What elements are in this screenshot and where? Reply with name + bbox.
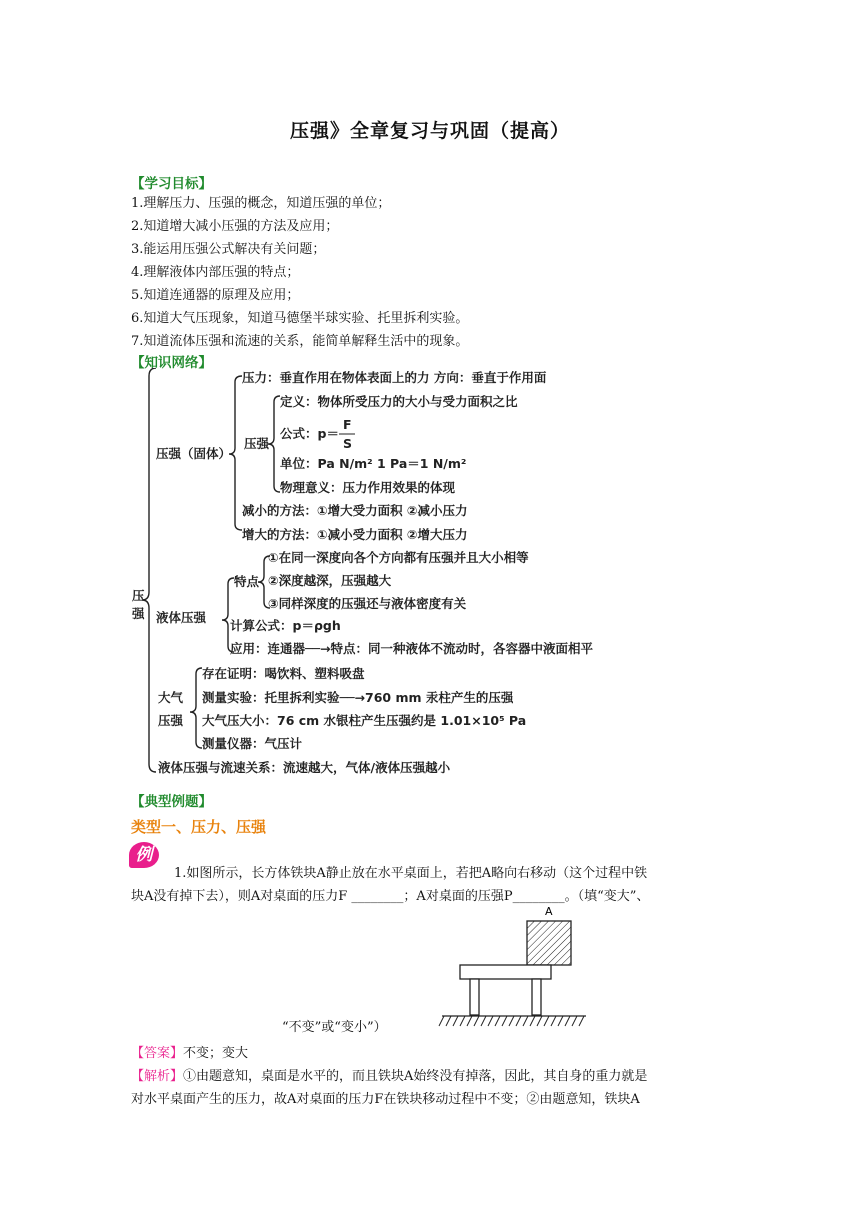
iron-block-figure xyxy=(436,906,596,1030)
type-heading: 类型一、压力、压强 xyxy=(131,818,267,836)
network-root-char2: 强 xyxy=(132,606,145,621)
knowledge-network-diagram xyxy=(130,368,660,780)
network-instrument: 测量仪器：气压计 xyxy=(202,736,303,751)
ground-hatch-mark xyxy=(551,1016,556,1026)
analysis-line-1 xyxy=(131,1065,647,1084)
network-root-char1: 压 xyxy=(132,588,145,603)
ground-hatch-mark xyxy=(516,1016,521,1026)
answer-text: 不变；变大 xyxy=(183,1046,249,1061)
network-decrease: 减小的方法：①增大受力面积 ②减小压力 xyxy=(242,503,468,518)
network-definition: 定义：物体所受压力的大小与受力面积之比 xyxy=(280,394,518,409)
network-unit: 单位：Pa N/m² 1 Pa＝1 N/m² xyxy=(280,456,467,471)
analysis-text-1: ①由题意知，桌面是水平的，而且铁块A始终没有掉落，因此，其自身的重力就是 xyxy=(183,1069,648,1084)
ground-hatch-mark xyxy=(453,1016,458,1026)
objectives-heading: 【学习目标】 xyxy=(131,176,212,192)
ground-hatch-mark xyxy=(530,1016,535,1026)
ground-hatch-mark xyxy=(523,1016,528,1026)
question-line-2: 块A没有掉下去），则A对桌面的压力F ________；A对桌面的压强P________。（填“变大”、 xyxy=(131,889,650,904)
table-top xyxy=(460,965,551,979)
network-proof: 存在证明：喝饮料、塑料吸盘 xyxy=(202,666,365,681)
objective-item: 5.知道连通器的原理及应用； xyxy=(131,288,300,303)
analysis-line-2: 对水平桌面产生的压力，故A对桌面的压力F在铁块移动过程中不变；②由题意知，铁块A xyxy=(131,1092,640,1107)
ground-hatch-mark xyxy=(488,1016,493,1026)
ground-hatch-mark xyxy=(439,1016,444,1026)
block-label: A xyxy=(545,906,553,918)
table-leg-right xyxy=(532,979,541,1015)
objective-item: 3.能运用压强公式解决有关问题； xyxy=(131,242,326,257)
network-formula-den: S xyxy=(343,436,353,451)
network-features: 特点 xyxy=(234,574,260,589)
answer-tag: 【答案】 xyxy=(131,1046,184,1061)
ground-hatch-mark xyxy=(474,1016,479,1026)
network-force-def: 压力：垂直作用在物体表面上的力 方向：垂直于作用面 xyxy=(242,370,547,385)
network-feature3: ③同样深度的压强还与液体密度有关 xyxy=(268,596,467,611)
question-line-3: “不变”或“变小”） xyxy=(282,1020,387,1035)
objective-item: 4.理解液体内部压强的特点； xyxy=(131,265,300,280)
ground-hatch-mark xyxy=(509,1016,514,1026)
network-feature1: ①在同一深度向各个方向都有压强并且大小相等 xyxy=(268,550,529,565)
objective-item: 1.理解压力、压强的概念，知道压强的单位； xyxy=(131,196,391,211)
objective-item: 2.知道增大减小压强的方法及应用； xyxy=(131,219,339,234)
network-increase: 增大的方法：①减小受力面积 ②增大压力 xyxy=(242,527,468,542)
network-heading: 【知识网络】 xyxy=(131,355,212,371)
ground-hatch-mark xyxy=(502,1016,507,1026)
examples-heading: 【典型例题】 xyxy=(131,794,212,810)
network-formula-num: F xyxy=(343,417,352,432)
ground-hatch-mark xyxy=(544,1016,549,1026)
network-atm1: 大气 xyxy=(158,690,184,705)
ground-hatch-mark xyxy=(495,1016,500,1026)
network-pressure: 压强 xyxy=(244,436,270,451)
analysis-tag: 【解析】 xyxy=(131,1069,184,1084)
iron-block xyxy=(527,921,571,965)
example-badge: 例 xyxy=(129,842,159,868)
network-atm2: 压强 xyxy=(158,713,184,728)
network-meaning: 物理意义：压力作用效果的体现 xyxy=(280,480,456,495)
network-flow: 液体压强与流速关系：流速越大，气体/液体压强越小 xyxy=(158,760,451,775)
answer-line xyxy=(131,1042,248,1061)
page-title: 压强》全章复习与巩固（提高） xyxy=(289,120,570,142)
ground-hatch-mark xyxy=(481,1016,486,1026)
ground-hatch-mark xyxy=(537,1016,542,1026)
network-size: 大气压大小：76 cm 水银柱产生压强约是 1.01×10⁵ Pa xyxy=(202,713,527,728)
question-line-1: 1.如图所示，长方体铁块A静止放在水平桌面上，若把A略向右移动（这个过程中铁 xyxy=(174,866,648,881)
ground-hatch xyxy=(439,1016,584,1026)
ground-hatch-mark xyxy=(467,1016,472,1026)
network-liquid: 液体压强 xyxy=(156,610,207,625)
objective-item: 7.知道流体压强和流速的关系，能简单解释生活中的现象。 xyxy=(131,334,469,349)
network-solid: 压强（固体） xyxy=(156,446,232,461)
network-calc: 计算公式：p＝ρgh xyxy=(230,618,341,633)
ground-hatch-mark xyxy=(565,1016,570,1026)
network-app: 应用：连通器──→特点：同一种液体不流动时，各容器中液面相平 xyxy=(230,641,594,656)
network-feature2: ②深度越深，压强越大 xyxy=(268,573,392,588)
ground-hatch-mark xyxy=(579,1016,584,1026)
ground-hatch-mark xyxy=(558,1016,563,1026)
ground-hatch-mark xyxy=(460,1016,465,1026)
ground-hatch-mark xyxy=(572,1016,577,1026)
ground-hatch-mark xyxy=(446,1016,451,1026)
network-formula-prefix: 公式：p＝ xyxy=(280,426,339,441)
table-leg-left xyxy=(470,979,479,1015)
objective-item: 6.知道大气压现象，知道马德堡半球实验、托里拆利实验。 xyxy=(131,311,469,326)
network-measure: 测量实验：托里拆利实验──→760 mm 汞柱产生的压强 xyxy=(202,690,514,705)
